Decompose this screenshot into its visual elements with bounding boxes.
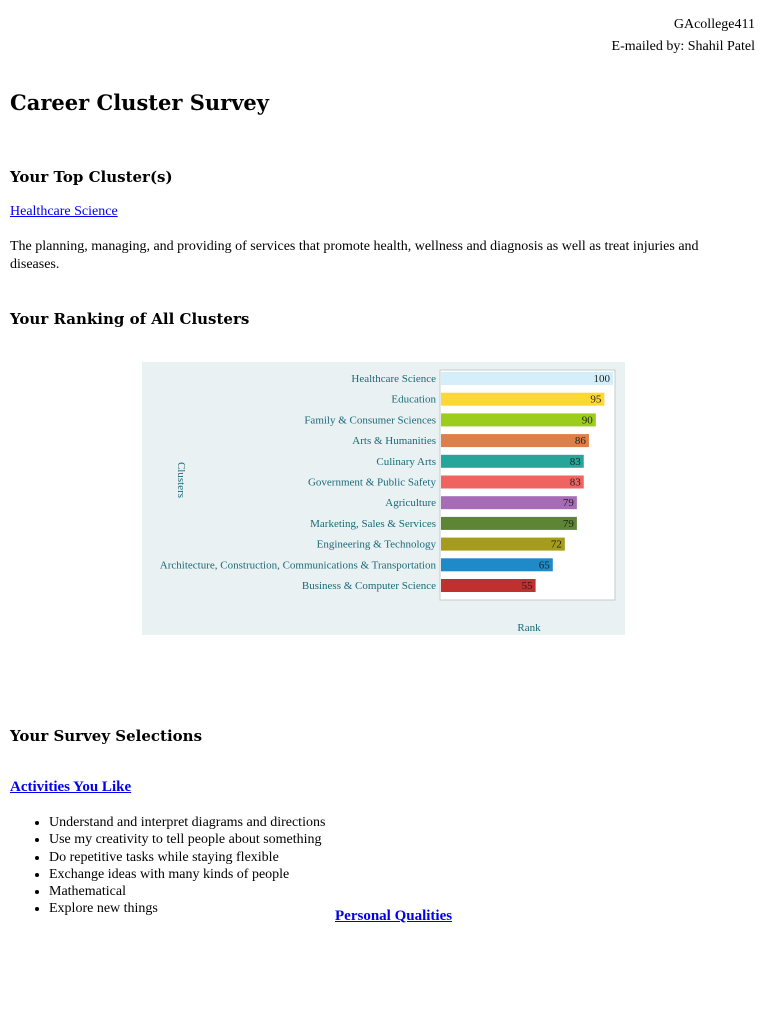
- x-axis-title: Rank: [517, 622, 541, 634]
- activity-item: • Mathematical: [49, 883, 369, 900]
- bar: [441, 455, 584, 468]
- category-label: Engineering & Technology: [316, 538, 436, 551]
- emailed-by: E-mailed by: Shahil Patel: [611, 39, 755, 54]
- ranking-chart: [142, 362, 625, 635]
- category-label: Marketing, Sales & Services: [310, 517, 436, 530]
- category-label: Arts & Humanities: [352, 435, 436, 448]
- personal-qualities-link[interactable]: Personal Qualities: [335, 908, 453, 924]
- user-id: GAcollege411: [673, 17, 755, 32]
- bar-value-label: 83: [569, 476, 581, 489]
- top-cluster-description: The planning, managing, and providing of services that promote health, wellness and diagnosis as well as treat injuries and diseases.: [10, 239, 699, 272]
- ranking-heading: Your Ranking of All Clusters: [10, 310, 250, 328]
- activities-list: [10, 814, 369, 918]
- bar: [441, 393, 604, 406]
- category-label: Business & Computer Science: [301, 580, 436, 592]
- survey-selections-heading: Your Survey Selections: [10, 727, 203, 745]
- ranking-chart-svg: [142, 362, 625, 635]
- activity-item: • Understand and interpret diagrams and directions: [49, 814, 369, 831]
- y-axis-title: Clusters: [175, 461, 187, 499]
- bar-value-label: 83: [569, 455, 581, 468]
- bar: [441, 372, 613, 385]
- bar-value-label: 79: [562, 497, 574, 510]
- activity-item: • Do repetitive tasks while staying flexible: [49, 849, 369, 866]
- category-label: Government & Public Safety: [307, 476, 436, 489]
- bar-value-label: 95: [590, 393, 602, 406]
- bar: [441, 538, 565, 551]
- category-label: Agriculture: [385, 497, 436, 510]
- activity-item: • Explore new things: [49, 900, 369, 917]
- bar: [441, 496, 577, 509]
- page-title: Career Cluster Survey: [10, 90, 269, 115]
- activity-item: • Use my creativity to tell people about something: [49, 831, 369, 848]
- category-label: Education: [391, 393, 436, 406]
- bar: [441, 476, 584, 489]
- bar-value-label: 100: [593, 373, 610, 385]
- bar-value-label: 65: [538, 559, 550, 572]
- category-label: Culinary Arts: [376, 455, 436, 468]
- category-label: Architecture, Construction, Communications & Transportation: [159, 559, 436, 572]
- activity-item: • Exchange ideas with many kinds of people: [49, 866, 369, 883]
- bar-value-label: 79: [562, 517, 574, 530]
- bar-value-label: 86: [574, 435, 586, 448]
- bar: [441, 434, 589, 447]
- bar-value-label: 72: [550, 538, 562, 551]
- bar-value-label: 55: [521, 580, 533, 592]
- bar: [441, 413, 596, 426]
- bar: [441, 517, 577, 530]
- header-info: [612, 14, 755, 58]
- bar: [441, 558, 553, 571]
- category-label: Healthcare Science: [351, 373, 436, 385]
- bar-value-label: 90: [581, 414, 593, 427]
- top-cluster-link[interactable]: Healthcare Science: [10, 204, 118, 219]
- activities-link[interactable]: Activities You Like: [10, 779, 132, 795]
- top-clusters-heading: Your Top Cluster(s): [10, 168, 173, 186]
- category-label: Family & Consumer Sciences: [304, 414, 436, 427]
